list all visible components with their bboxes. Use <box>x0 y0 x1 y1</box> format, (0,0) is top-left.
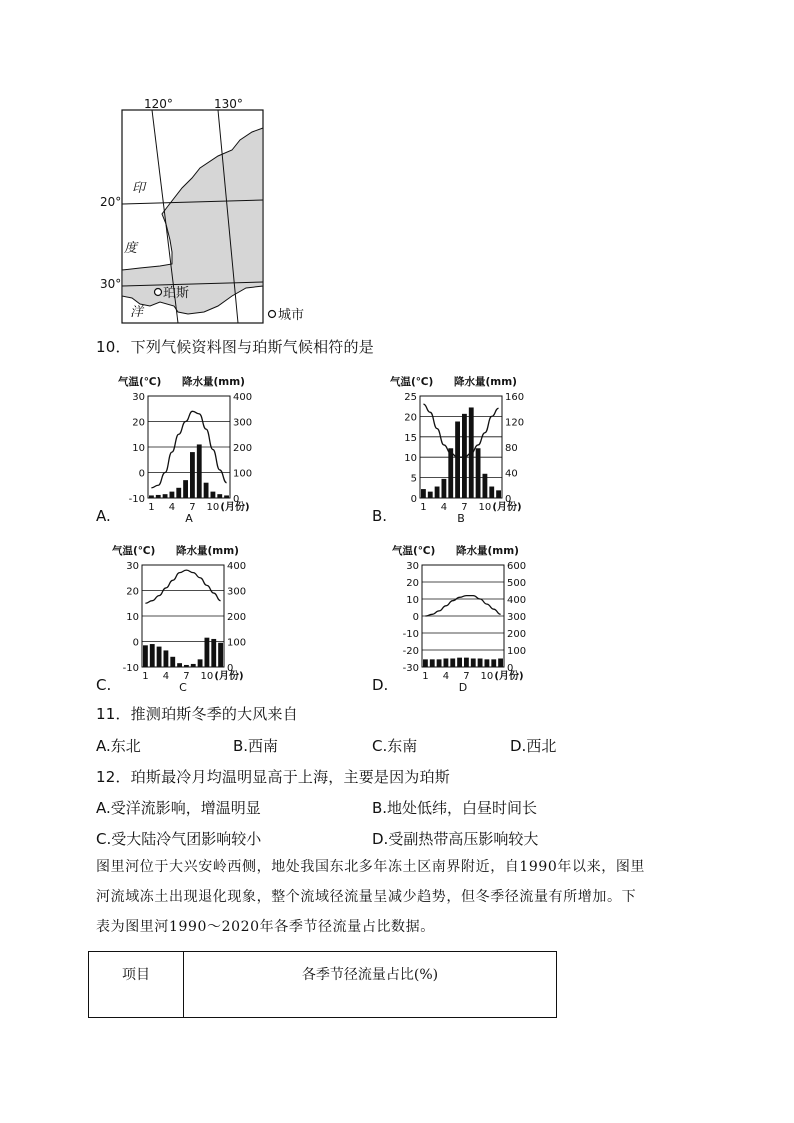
chart-a-precip-bar <box>197 444 202 498</box>
chart-c-precip-bar <box>211 639 216 667</box>
chart-b-precip-tick: 80 <box>505 443 518 454</box>
chart-c-precip-tick: 200 <box>227 612 247 623</box>
chart-d-precip-bar <box>498 659 503 668</box>
option-d-label: D. <box>372 676 389 694</box>
chart-c-precip-bar <box>164 650 169 667</box>
passage <box>96 852 716 942</box>
passage-line-2: 河流域冻土出现退化现象，整个流域径流量呈减少趋势，但冬季径流量有所增加。下 <box>96 889 637 905</box>
chart-c-temp-line <box>145 570 220 603</box>
chart-b-temp-tick: 20 <box>404 412 417 424</box>
chart-b-precip-bar <box>476 448 481 498</box>
chart-b-precip-bar <box>496 490 501 498</box>
table-header-item: 项目 <box>89 952 184 1018</box>
chart-c-precip-tick: 100 <box>227 637 247 649</box>
chart-a-precip-bar <box>163 494 168 498</box>
map-perth-label: 珀斯 <box>163 286 190 301</box>
chart-b-precip-tick: 160 <box>505 392 525 403</box>
chart-a-temp-tick: -10 <box>128 494 145 505</box>
chart-a-precip-tick: 0 <box>233 494 240 505</box>
passage-line-3: 表为图里河1990～2020年各季节径流量占比数据。 <box>96 919 435 935</box>
chart-a-precip-bar <box>170 492 175 498</box>
chart-d-precip-tick: 300 <box>507 612 527 623</box>
passage-line-1: 图里河位于大兴安岭西侧，地处我国东北多年冻土区南界附近，自1990年以来，图里 <box>96 859 646 875</box>
chart-d-month-tick: 1 <box>422 671 429 682</box>
chart-b-month-tick: 10 <box>478 502 492 513</box>
chart-c-precip-bar <box>170 657 175 667</box>
chart-a-precip-axis-title: 降水量(mm) <box>182 376 245 388</box>
chart-a-caption: A <box>185 512 193 522</box>
chart-a-precip-tick: 100 <box>233 468 253 480</box>
chart-d-precip-tick: 0 <box>507 663 514 674</box>
chart-b-temp-tick: 0 <box>410 494 417 505</box>
chart-b-temp-tick: 25 <box>404 392 417 403</box>
chart-a-precip-bar <box>176 488 181 498</box>
q10-stem: 10．下列气候资料图与珀斯气候相符的是 <box>96 338 374 356</box>
q11-option-c[interactable]: C.东南 <box>372 737 418 755</box>
chart-c-precip-bar <box>150 644 155 667</box>
q11-stem: 11．推测珀斯冬季的大风来自 <box>96 705 298 723</box>
map-ocean-char-3: 洋 <box>130 305 144 320</box>
chart-a-precip-bar <box>224 495 229 498</box>
chart-d-caption: D <box>458 681 468 691</box>
chart-d-precip-tick: 600 <box>507 561 527 572</box>
chart-c-precip-bar <box>184 665 189 667</box>
chart-d-precip-tick: 500 <box>507 578 527 589</box>
chart-a-precip-bar <box>217 494 222 498</box>
chart-a-temp-tick: 10 <box>132 443 145 454</box>
table-header-runoff-share: 各季节径流量占比(%) <box>184 952 557 1018</box>
chart-d-precip-bar <box>430 659 435 667</box>
q11-option-d[interactable]: D.西北 <box>510 737 557 755</box>
chart-a-precip-bar <box>211 492 216 498</box>
chart-d-month-unit: (月份) <box>494 671 524 682</box>
chart-c-month-tick: 10 <box>200 671 214 682</box>
chart-b-precip-bar <box>483 474 488 498</box>
chart-c-precip-tick: 0 <box>227 663 234 674</box>
map-lat-label-30: 30° <box>100 277 122 291</box>
chart-a-month-tick: 4 <box>168 502 176 513</box>
chart-d-precip-axis-title: 降水量(mm) <box>456 545 519 557</box>
chart-d-temp-tick: -30 <box>402 663 419 674</box>
chart-c-precip-bar <box>191 664 196 667</box>
chart-d-month-tick: 10 <box>480 671 494 682</box>
chart-b-temp-axis-title: 气温(℃) <box>390 376 434 388</box>
chart-c-temp-tick: -10 <box>122 663 139 674</box>
chart-b-precip-tick: 120 <box>505 417 525 429</box>
climate-chart-b <box>390 372 540 522</box>
chart-d-precip-tick: 100 <box>507 646 527 657</box>
chart-d-temp-tick: -20 <box>402 646 419 657</box>
chart-c-precip-bar <box>177 663 182 667</box>
chart-a-month-tick: 10 <box>206 502 220 513</box>
chart-b-precip-bar <box>442 479 447 498</box>
climate-chart-a <box>118 372 268 522</box>
chart-b-precip-bar <box>455 422 460 499</box>
chart-b-precip-axis-title: 降水量(mm) <box>454 376 517 388</box>
chart-a-month-tick: 7 <box>189 502 196 513</box>
chart-c-precip-axis-title: 降水量(mm) <box>176 545 239 557</box>
chart-d-precip-bar <box>437 659 442 667</box>
chart-c-precip-bar <box>157 647 162 667</box>
chart-a-precip-bar <box>156 495 161 498</box>
q12-option-a[interactable]: A.受洋流影响，增温明显 <box>96 799 261 817</box>
chart-a-month-unit: (月份) <box>220 502 250 513</box>
chart-b-temp-tick: 5 <box>410 473 417 485</box>
chart-c-month-tick: 4 <box>162 671 170 682</box>
chart-b-precip-bar <box>489 487 494 498</box>
q12-stem: 12．珀斯最冷月均温明显高于上海，主要是因为珀斯 <box>96 768 450 786</box>
chart-c-month-tick: 7 <box>183 671 190 682</box>
option-c-label: C. <box>96 676 112 694</box>
map-legend-label: 城市 <box>278 308 305 323</box>
chart-c-temp-tick: 20 <box>126 586 139 598</box>
chart-a-precip-bar <box>190 452 195 498</box>
chart-a-precip-bar <box>204 483 209 498</box>
map-lon-label-130: 130° <box>214 97 243 111</box>
chart-a-precip-tick: 300 <box>233 417 253 429</box>
chart-d-precip-bar <box>464 658 469 667</box>
chart-d-precip-tick: 400 <box>507 595 527 606</box>
chart-d-temp-tick: 20 <box>406 578 419 589</box>
runoff-table <box>88 951 557 1018</box>
chart-c-precip-bar <box>198 659 203 667</box>
chart-a-temp-tick: 0 <box>138 468 145 480</box>
chart-b-caption: B <box>457 512 465 522</box>
chart-b-month-tick: 4 <box>440 502 448 513</box>
chart-b-temp-line <box>423 404 498 457</box>
chart-d-month-tick: 4 <box>442 671 450 682</box>
map-ocean-char-1: 印 <box>132 181 146 196</box>
chart-a-precip-bar <box>183 480 188 498</box>
chart-d-precip-bar <box>444 659 449 668</box>
chart-a-precip-tick: 200 <box>233 443 253 454</box>
table-row <box>89 952 557 1018</box>
chart-a-precip-bar <box>149 495 154 498</box>
chart-c-month-tick: 1 <box>142 671 149 682</box>
chart-b-temp-tick: 15 <box>404 432 417 444</box>
chart-b-precip-bar <box>428 492 433 498</box>
map-lat-label-20: 20° <box>100 195 122 209</box>
chart-b-temp-tick: 10 <box>404 453 417 465</box>
chart-b-plot-frame <box>420 396 502 498</box>
climate-chart-c <box>112 541 262 691</box>
chart-d-precip-bar <box>471 659 476 668</box>
chart-b-precip-bar <box>435 487 440 498</box>
q12-option-d[interactable]: D.受副热带高压影响较大 <box>372 830 539 848</box>
chart-c-temp-tick: 30 <box>126 561 139 572</box>
option-a-label: A. <box>96 507 111 525</box>
chart-a-month-tick: 1 <box>148 502 155 513</box>
chart-b-precip-bar <box>421 489 426 498</box>
chart-a-temp-line <box>151 411 226 488</box>
chart-c-precip-tick: 400 <box>227 561 247 572</box>
chart-c-precip-tick: 300 <box>227 586 247 598</box>
chart-c-temp-axis-title: 气温(℃) <box>112 545 156 557</box>
chart-b-precip-tick: 40 <box>505 468 518 480</box>
chart-b-month-tick: 1 <box>420 502 427 513</box>
chart-d-precip-bar <box>485 659 490 667</box>
q12-option-c[interactable]: C.受大陆冷气团影响较小 <box>96 830 262 848</box>
q11-option-b[interactable]: B.西南 <box>233 737 279 755</box>
chart-a-temp-tick: 30 <box>132 392 145 403</box>
option-b-label: B. <box>372 507 388 525</box>
chart-b-month-tick: 7 <box>461 502 468 513</box>
chart-c-precip-bar <box>205 638 210 667</box>
q12-option-b[interactable]: B.地处低纬，白昼时间长 <box>372 799 538 817</box>
chart-d-temp-tick: -10 <box>402 629 419 640</box>
chart-d-precip-tick: 200 <box>507 629 527 640</box>
chart-c-temp-tick: 10 <box>126 612 139 623</box>
chart-c-precip-bar <box>143 645 148 667</box>
chart-a-temp-tick: 20 <box>132 417 145 429</box>
chart-d-temp-tick: 10 <box>406 595 419 606</box>
chart-d-temp-tick: 0 <box>412 612 419 623</box>
chart-d-precip-bar <box>457 658 462 667</box>
chart-d-temp-axis-title: 气温(℃) <box>392 545 436 557</box>
q11-option-a[interactable]: A.东北 <box>96 737 141 755</box>
chart-c-caption: C <box>179 681 187 691</box>
chart-d-precip-bar <box>478 659 483 668</box>
chart-b-month-unit: (月份) <box>492 502 522 513</box>
chart-a-temp-axis-title: 气温(℃) <box>118 376 162 388</box>
chart-a-precip-tick: 400 <box>233 392 253 403</box>
chart-b-precip-tick: 0 <box>505 494 512 505</box>
chart-c-precip-bar <box>218 643 223 667</box>
chart-c-month-unit: (月份) <box>214 671 244 682</box>
chart-b-precip-bar <box>448 448 453 498</box>
chart-d-precip-bar <box>491 659 496 667</box>
chart-c-temp-tick: 0 <box>132 637 139 649</box>
chart-d-precip-bar <box>423 659 428 667</box>
chart-d-precip-bar <box>450 659 455 668</box>
map-lon-label-120: 120° <box>144 97 173 111</box>
chart-d-month-tick: 7 <box>463 671 470 682</box>
map-ocean-char-2: 度 <box>124 241 138 256</box>
chart-d-temp-tick: 30 <box>406 561 419 572</box>
climate-chart-d <box>392 541 542 691</box>
